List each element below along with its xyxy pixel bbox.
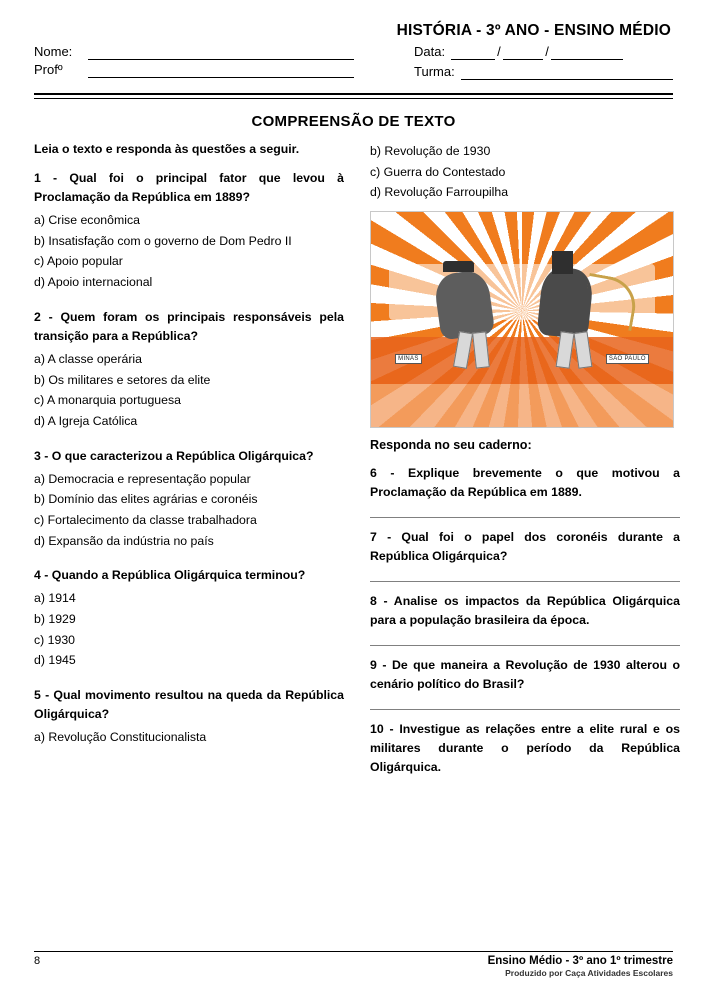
footer-credits [488,955,673,978]
question-3-option-b[interactable]: b) Domínio das elites agrárias e coronéis [34,492,258,507]
header-fields [34,44,673,84]
question-4-option-b[interactable]: b) 1929 [34,612,76,627]
footer-course-label: Ensino Médio - 3º ano 1º trimestre [487,955,673,967]
left-column [34,142,344,912]
cartoon-illustration [370,211,674,428]
question-5-option-b[interactable]: b) Revolução de 1930 [370,144,491,158]
turma-label: Turma: [414,64,455,79]
question-3-option-a[interactable]: a) Democracia e representação popular [34,471,251,486]
question-10: 10 - Investigue as relações entre a elite rural e os militares durante o período da República Oligárquica. [370,722,680,775]
question-2-option-c[interactable]: c) A monarquia portuguesa [34,393,181,408]
content-columns [0,142,707,912]
question-5-option-a[interactable]: a) Revolução Constitucionalista [34,730,207,745]
header-left-fields [34,44,354,80]
page-number: 8 [34,955,41,967]
page-header [0,0,707,88]
date-day-input[interactable] [451,45,495,60]
top-hat-icon [552,251,573,275]
question-2-option-a[interactable]: a) A classe operária [34,351,142,366]
sign-minas: MINAS [395,354,422,364]
answer-line-7[interactable] [370,580,680,582]
question-8: 8 - Analise os impactos da República Oligárquica para a população brasileira da época. [370,594,680,628]
question-1-option-b[interactable]: b) Insatisfação com o governo de Dom Pedro II [34,233,292,248]
question-3: 3 - O que caracterizou a República Oligárquica? [34,448,314,463]
prof-field-row [34,62,354,78]
question-5-option-d[interactable]: d) Revolução Farroupilha [370,185,509,200]
turma-field-row [414,64,673,80]
answer-heading: Responda no seu caderno: [370,438,532,453]
header-right-fields [354,44,673,84]
name-field-row [34,44,354,60]
question-4-option-c[interactable]: c) 1930 [34,632,76,647]
prof-label: Profº [34,62,63,77]
date-inputs[interactable] [451,44,673,60]
answer-line-8[interactable] [370,644,680,646]
question-4: 4 - Quando a República Oligárquica terminou? [34,568,306,583]
question-1-option-d[interactable]: d) Apoio internacional [34,275,153,290]
page-footer [34,951,673,978]
answer-line-9[interactable] [370,708,680,710]
right-column [370,142,680,912]
name-input[interactable] [88,45,354,60]
question-1: 1 - Qual foi o principal fator que levou à Proclamação da República em 1889? [34,171,344,205]
question-2-option-b[interactable]: b) Os militares e setores da elite [34,372,211,387]
date-year-input[interactable] [551,45,623,60]
question-5: 5 - Qual movimento resultou na queda da República Oligárquica? [34,688,344,722]
name-label: Nome: [34,44,73,59]
date-separator-1: / [497,44,502,59]
page-title: COMPREENSÃO DE TEXTO [251,113,456,130]
answer-line-6[interactable] [370,516,680,518]
question-2: 2 - Quem foram os principais responsáveis pela transição para a República? [34,309,344,343]
question-4-option-a[interactable]: a) 1914 [34,591,76,606]
question-4-option-d[interactable]: d) 1945 [34,653,76,668]
instruction-text: Leia o texto e responda às questões a seguir. [34,142,300,156]
spacer [34,433,344,447]
footer-row [34,955,673,978]
spacer [34,672,344,686]
footer-divider [34,951,673,952]
question-3-option-d[interactable]: d) Expansão da indústria no país [34,533,214,548]
question-5-option-c[interactable]: c) Guerra do Contestado [370,164,506,179]
question-1-option-a[interactable]: a) Crise econômica [34,213,140,228]
prof-input[interactable] [88,63,354,78]
header-divider [34,93,673,99]
spacer [34,294,344,308]
military-cap-icon [443,261,473,272]
spacer [34,552,344,566]
date-label: Data: [414,44,446,59]
question-2-option-d[interactable]: d) A Igreja Católica [34,413,138,428]
question-9: 9 - De que maneira a Revolução de 1930 alterou o cenário político do Brasil? [370,658,680,692]
date-separator-2: / [545,44,550,59]
question-7: 7 - Qual foi o papel dos coronéis durante a República Oligárquica? [370,530,680,564]
question-1-option-c[interactable]: c) Apoio popular [34,254,123,269]
question-3-option-c[interactable]: c) Fortalecimento da classe trabalhadora [34,512,257,527]
turma-input[interactable] [461,65,673,80]
subject-title: HISTÓRIA - 3º ANO - ENSINO MÉDIO [396,22,671,39]
date-month-input[interactable] [503,45,543,60]
foreground-band [371,384,673,427]
date-field-row [414,44,673,60]
sign-sao-paulo: SÃO PAULO [606,354,649,364]
question-6: 6 - Explique brevemente o que motivou a Proclamação da República em 1889. [370,466,680,500]
footer-producer-label: Produzido por Caça Atividades Escolares [505,968,673,978]
